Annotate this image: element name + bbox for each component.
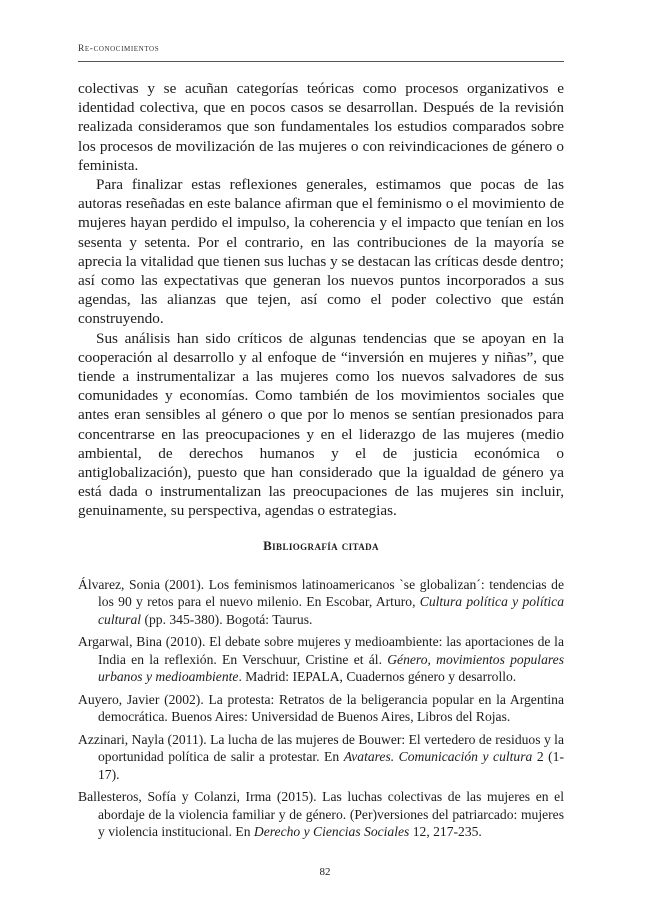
section-heading: Bibliografía citada bbox=[263, 538, 379, 553]
work-title: Derecho y Ciencias Sociales bbox=[253, 824, 410, 840]
running-head: Re-conocimientos bbox=[78, 44, 160, 54]
work-title: Avatares. Comunicación y cultura bbox=[343, 749, 533, 765]
bibliography-entry: Álvarez, Sonia (2001). Los feminismos latinoamericanos `se globalizan´: tendencias de los 90 y retos para el nuevo milenio. En Escobar, Arturo, Cultura política y política cultural (pp. 345-380). Bogotá: Taurus. bbox=[78, 577, 564, 627]
page-number: 82 bbox=[319, 866, 331, 878]
bibliography-list bbox=[78, 576, 564, 846]
paragraph: colectivas y se acuñan categorías teóricas como procesos organizativos e identidad colectiva, que en pocos casos se desarrollan. Después de la revisión realizada consideramos que son fundamentales los estudios comparados sobre los procesos de movilización de las mujeres o con reivindicaciones de género o feminista. bbox=[78, 80, 564, 174]
bibliography-entry: Auyero, Javier (2002). La protesta: Retratos de la beligerancia popular en la Argentina democrática. Buenos Aires: Universidad de Buenos Aires, Libros del Rojas. bbox=[78, 691, 564, 725]
work-title: Género, movimientos populares urbanos y medioambiente bbox=[98, 651, 564, 685]
bibliography-entry: Azzinari, Nayla (2011). La lucha de las mujeres de Bouwer: El vertedero de residuos y la oportunidad política de salir a protestar. En Avatares. Comunicación y cultura 2 (1-17). bbox=[78, 731, 565, 782]
bibliography-entry: Ballesteros, Sofía y Colanzi, Irma (2015). Las luchas colectivas de las mujeres en el abordaje de la violencia familiar y de género. (Per)versiones del patriarcado: mujeres y violencia institucional. En Derecho y Ciencias Sociales 12, 217-235. bbox=[78, 789, 564, 840]
bibliography-entry: Argarwal, Bina (2010). El debate sobre mujeres y medioambiente: las aportaciones de la India en la reflexión. En Verschuur, Cristine et ál. Género, movimientos populares urbanos y medioambiente. Madrid: IEPALA, Cuadernos género y desarrollo. bbox=[78, 634, 564, 685]
header-rule bbox=[78, 61, 564, 62]
paragraph: Sus análisis han sido críticos de algunas tendencias que se apoyan en la cooperación al desarrollo y al enfoque de “inversión en mujeres y niñas”, que tiende a instrumentalizar a las mujeres como los nuevos salvadores de sus comunidades y economías. Como también de los movimientos sociales que antes eran sensibles al género o que por lo menos se sentían presionados para concentrarse en las preocupaciones y en el liderazgo de las mujeres (medio ambiental, de derechos humanos y el de justicia económica o antiglobalización), puesto que han considerado que la igualdad de género ya está dada o instrumentalizan las preocupaciones de las mujeres sin incluir, genuinamente, su perspectiva, agendas o estrategias. bbox=[78, 329, 564, 520]
body-text bbox=[78, 79, 564, 521]
work-title: Cultura política y política cultural bbox=[98, 594, 564, 627]
paragraph: Para finalizar estas reflexiones generales, estimamos que pocas de las autoras reseñadas en este balance afirman que el feminismo o el movimiento de mujeres hayan perdido el impulso, la coherencia y el impacto que tenían en los sesenta y setenta. Por el contrario, en las contribuciones de la mayoría se aprecia la vitalidad que tienen sus luchas y se destacan las críticas desde dentro; así como las expectativas que generan los nuevos puntos incorporados a sus agendas, las alianzas que tejen, así como el poder colectivo que están construyendo. bbox=[78, 176, 564, 328]
